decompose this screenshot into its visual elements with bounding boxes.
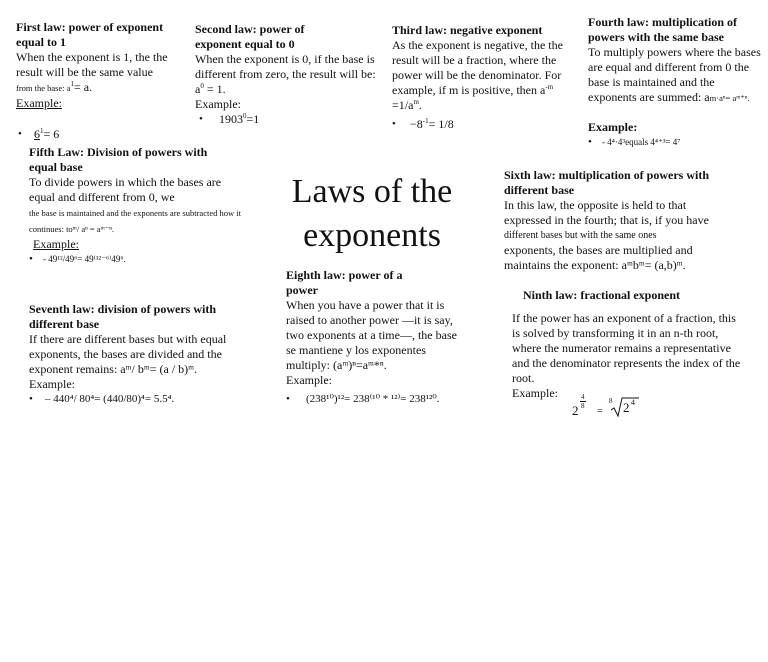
sixth-law-body1: In this law, the opposite is held to that expressed in the fourth; that is, if you have bbox=[504, 198, 709, 227]
first-law-example-bullet: • $6^1= 6$ bbox=[18, 127, 768, 142]
page-title: Laws of the exponents bbox=[291, 173, 453, 254]
seventh-law bbox=[29, 302, 254, 407]
first-law-heading: First law: power of exponent equal to 1 bbox=[16, 20, 164, 49]
second-law-heading: Second law: power of exponent equal to 0 bbox=[195, 22, 305, 51]
root-base: 2 bbox=[623, 400, 630, 415]
root-index: 8 bbox=[609, 397, 613, 405]
ninth-law-heading: Ninth law: fractional exponent bbox=[523, 288, 680, 302]
first-law-formula: from the base: $a^1= a$. bbox=[16, 80, 93, 94]
fourth-law-example-label: Example: bbox=[588, 120, 638, 134]
second-law-body: When the exponent is 0, if the base is different from zero, the result will be: bbox=[195, 52, 376, 81]
sixth-law-small: different bases but with the same ones bbox=[504, 230, 657, 241]
ninth-law-formula bbox=[572, 393, 642, 423]
equals-sign: = bbox=[597, 406, 603, 417]
third-law-body: As the exponent is negative, the the result will be a fraction, where the power will be the denominator. For example, if m is positive, then $a^{-m} =1/a^m$. bbox=[392, 38, 563, 112]
fourth-law-heading: Fourth law: multiplication of powers with the same base bbox=[588, 15, 737, 44]
fifth-law-body: To divide powers in which the bases are equal and different from 0, we bbox=[29, 175, 222, 204]
fourth-law-body: To multiply powers where the bases are equal and different from 0 the base is maintained and the exponents are summed: am·aⁿ= aᵐ⁺ⁿ. bbox=[588, 45, 761, 104]
first-law-example-label: Example: bbox=[16, 96, 62, 110]
fifth-law bbox=[29, 145, 264, 267]
second-law-example-label: Example: bbox=[195, 97, 241, 111]
first-law bbox=[16, 20, 186, 111]
fraction-exponent-num: 4 bbox=[581, 393, 585, 401]
fifth-law-small: the base is maintained and the exponents are subtracted how it continues: toᵐ/ aⁿ = aᵐ⁻ⁿ. bbox=[29, 208, 241, 234]
eighth-law-example-label: Example: bbox=[286, 373, 332, 387]
seventh-law-heading: Seventh law: division of powers with different base bbox=[29, 302, 217, 331]
eighth-law-heading: Eighth law: power of a power bbox=[286, 268, 403, 297]
fifth-law-example-label: Example: bbox=[33, 237, 79, 251]
ninth-law bbox=[512, 311, 744, 401]
third-law bbox=[392, 23, 582, 132]
fifth-law-heading: Fifth Law: Division of powers with equal base bbox=[29, 145, 208, 174]
third-law-heading: Third law: negative exponent bbox=[392, 23, 543, 37]
fourth-law bbox=[588, 15, 766, 150]
ninth-law-example-label: Example: bbox=[512, 386, 558, 400]
fifth-law-example-bullet: • - 49¹²/49⁶= 49⁽¹²⁻⁶⁾49⁶. bbox=[29, 252, 264, 267]
second-law-formula: $a^0 = 1$. bbox=[195, 82, 226, 96]
seventh-law-example-bullet: • – 440⁴/ 80⁴= (440/80)⁴= 5.5⁴. bbox=[29, 392, 254, 407]
root-sup: 4 bbox=[631, 398, 635, 407]
fraction-exponent-base: 2 bbox=[572, 403, 579, 418]
second-law-example-bullet: • $1903^0=1$ bbox=[199, 112, 390, 127]
seventh-law-body: If there are different bases but with equal exponents, the bases are divided and the exponent remains: aᵐ/ bᵐ= (a / b)ᵐ. bbox=[29, 332, 227, 376]
fourth-law-example-bullet: • - 4⁴·4³equals 4⁴⁺³= 4⁷ bbox=[588, 135, 766, 150]
sixth-law-heading: Sixth law: multiplication of powers with different base bbox=[504, 168, 710, 197]
first-law-body: When the exponent is 1, the the result will be the same value bbox=[16, 50, 168, 79]
eighth-law-body: When you have a power that it is raised to another power —it is say, two exponents at a time—, the base se mantiene y los exponentes multiply: (aᵐ)ⁿ=aᵐ*ⁿ. bbox=[286, 298, 457, 372]
eighth-law-example-bullet: • (238¹⁰)¹²= 238⁽¹⁰ * ¹²⁾= 238¹²⁰. bbox=[286, 392, 466, 407]
fraction-exponent-den: 8 bbox=[581, 402, 585, 410]
ninth-law-body: If the power has an exponent of a fraction, this is solved by transforming it in an n-th root, where the numerator remains a representative and the denominator represents the index of the root. bbox=[512, 311, 741, 385]
eighth-law bbox=[286, 268, 466, 407]
second-law bbox=[195, 22, 390, 127]
sixth-law bbox=[504, 168, 719, 273]
third-law-example-bullet: • $-8^{-1}= 1/8$ bbox=[392, 117, 582, 132]
sixth-law-body2: exponents, the bases are multiplied and maintains the exponent: aᵐbᵐ= (a,b)ᵐ. bbox=[504, 243, 693, 272]
seventh-law-example-label: Example: bbox=[29, 377, 75, 391]
